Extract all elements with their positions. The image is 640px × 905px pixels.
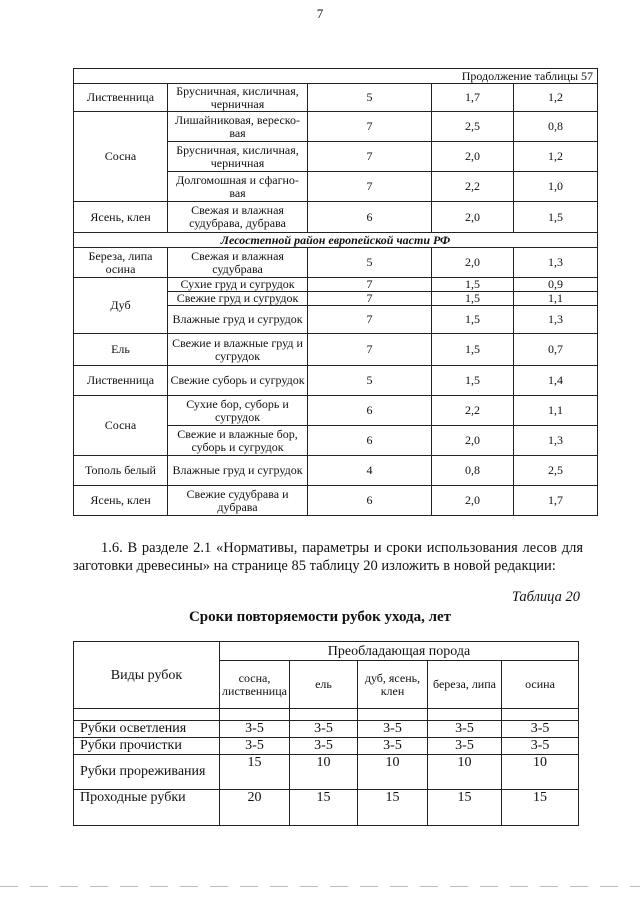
value-cell: 1,1 — [514, 292, 598, 306]
table-row — [74, 366, 598, 396]
value-cell: 2,5 — [514, 456, 598, 486]
value-cell: 0,8 — [514, 112, 598, 142]
table-row — [74, 202, 598, 233]
table-row — [74, 790, 579, 826]
species-cell: Дуб — [74, 278, 168, 334]
row-header: Рубки осветления — [74, 721, 220, 738]
value-cell: 0,8 — [432, 456, 514, 486]
species-cell: Лиственница — [74, 84, 168, 112]
table-row — [74, 334, 598, 366]
header-species: береза, липа — [428, 661, 502, 709]
value-cell: 3-5 — [358, 738, 428, 755]
forest-type-cell: Свежие суборь и сугрудок — [168, 366, 308, 396]
value-cell: 7 — [308, 334, 432, 366]
value-cell: 1,5 — [432, 306, 514, 334]
row-header: Рубки прочистки — [74, 738, 220, 755]
value-cell: 5 — [308, 366, 432, 396]
value-cell: 3-5 — [428, 721, 502, 738]
species-cell: Ясень, клен — [74, 202, 168, 233]
value-cell: 1,2 — [514, 142, 598, 172]
value-cell: 7 — [308, 112, 432, 142]
table-row — [74, 755, 579, 790]
value-cell: 10 — [428, 755, 502, 790]
value-cell: 7 — [308, 292, 432, 306]
species-cell: Сосна — [74, 396, 168, 456]
value-cell: 3-5 — [220, 721, 290, 738]
table-row — [74, 112, 598, 142]
value-cell: 6 — [308, 202, 432, 233]
value-cell: 7 — [308, 142, 432, 172]
table-title: Сроки повторяемости рубок ухода, лет — [188, 609, 452, 625]
value-cell: 4 — [308, 456, 432, 486]
species-cell: Лиственница — [74, 366, 168, 396]
forest-type-cell: Свежая и влажная судубрава — [168, 248, 308, 278]
continuation-label: Продолжение таблицы 57 — [74, 69, 598, 84]
value-cell: 20 — [220, 790, 290, 826]
forest-type-cell: Свежая и влажная судубрава, дубрава — [168, 202, 308, 233]
value-cell: 3-5 — [358, 721, 428, 738]
value-cell: 1,5 — [432, 292, 514, 306]
species-cell: Береза, липа осина — [74, 248, 168, 278]
species-cell: Ель — [74, 334, 168, 366]
row-header: Проходные рубки — [74, 790, 220, 826]
table-row — [74, 396, 598, 426]
table-row — [74, 278, 598, 292]
header-species: дуб, ясень, клен — [358, 661, 428, 709]
value-cell: 1,5 — [514, 202, 598, 233]
value-cell: 1,3 — [514, 426, 598, 456]
forest-type-cell: Сухие бор, суборь и сугрудок — [168, 396, 308, 426]
value-cell: 15 — [502, 790, 579, 826]
forest-type-cell: Брусничная, кисличная, черничная — [168, 142, 308, 172]
species-cell: Тополь белый — [74, 456, 168, 486]
value-cell: 3-5 — [428, 738, 502, 755]
value-cell: 1,5 — [432, 334, 514, 366]
value-cell: 0,9 — [514, 278, 598, 292]
species-cell: Ясень, клен — [74, 486, 168, 516]
value-cell: 15 — [428, 790, 502, 826]
value-cell: 1,1 — [514, 396, 598, 426]
forest-type-cell: Свежие груд и сугрудок — [168, 292, 308, 306]
footer-scan-line — [0, 886, 640, 887]
value-cell: 1,0 — [514, 172, 598, 202]
forest-type-cell: Свежие и влажные груд и сугрудок — [168, 334, 308, 366]
value-cell: 7 — [308, 172, 432, 202]
paragraph-text: 1.6. В разделе 2.1 «Нормативы, параметры и сроки использования лесов для заготовки древесины» на странице 85 таблицу 20 изложить в новой редакции: — [73, 540, 583, 574]
header-species: ель — [290, 661, 358, 709]
value-cell: 5 — [308, 84, 432, 112]
table-row — [74, 486, 598, 516]
value-cell: 10 — [290, 755, 358, 790]
region-heading: Лесостепной район европейской части РФ — [74, 233, 598, 248]
value-cell: 2,0 — [432, 248, 514, 278]
value-cell: 2,0 — [432, 202, 514, 233]
value-cell: 3-5 — [220, 738, 290, 755]
table-57-continuation — [73, 68, 598, 516]
value-cell: 1,3 — [514, 248, 598, 278]
value-cell: 5 — [308, 248, 432, 278]
header-species: сосна, лиственница — [220, 661, 290, 709]
forest-type-cell: Свежие судубрава и дубрава — [168, 486, 308, 516]
value-cell: 2,2 — [432, 396, 514, 426]
value-cell: 15 — [290, 790, 358, 826]
value-cell: 1,3 — [514, 306, 598, 334]
value-cell: 6 — [308, 486, 432, 516]
value-cell: 2,0 — [432, 142, 514, 172]
forest-type-cell: Долгомошная и сфагно-вая — [168, 172, 308, 202]
value-cell: 1,7 — [432, 84, 514, 112]
value-cell: 7 — [308, 278, 432, 292]
value-cell: 3-5 — [502, 738, 579, 755]
amendment-paragraph — [73, 539, 583, 575]
value-cell: 1,5 — [432, 366, 514, 396]
value-cell: 1,5 — [432, 278, 514, 292]
table-label: Таблица 20 — [511, 589, 580, 605]
value-cell: 6 — [308, 396, 432, 426]
table-row — [74, 84, 598, 112]
header-kind: Виды рубок — [74, 642, 220, 709]
value-cell: 1,2 — [514, 84, 598, 112]
forest-type-cell: Сухие груд и сугрудок — [168, 278, 308, 292]
value-cell: 7 — [308, 306, 432, 334]
value-cell: 10 — [358, 755, 428, 790]
value-cell: 3-5 — [502, 721, 579, 738]
page-number: 7 — [316, 6, 324, 21]
table-row — [74, 738, 579, 755]
forest-type-cell: Влажные груд и сугрудок — [168, 306, 308, 334]
value-cell: 15 — [220, 755, 290, 790]
table-row — [74, 721, 579, 738]
species-cell: Сосна — [74, 112, 168, 202]
table-20 — [73, 641, 579, 826]
value-cell: 1,4 — [514, 366, 598, 396]
forest-type-cell: Свежие и влажные бор, суборь и сугрудок — [168, 426, 308, 456]
value-cell: 15 — [358, 790, 428, 826]
value-cell: 1,7 — [514, 486, 598, 516]
header-species: осина — [502, 661, 579, 709]
spacer-row — [74, 709, 579, 721]
value-cell: 3-5 — [290, 738, 358, 755]
forest-type-cell: Влажные груд и сугрудок — [168, 456, 308, 486]
value-cell: 3-5 — [290, 721, 358, 738]
forest-type-cell: Брусничная, кисличная, черничная — [168, 84, 308, 112]
forest-type-cell: Лишайниковая, вереско-вая — [168, 112, 308, 142]
value-cell: 2,0 — [432, 486, 514, 516]
value-cell: 6 — [308, 426, 432, 456]
value-cell: 2,5 — [432, 112, 514, 142]
value-cell: 10 — [502, 755, 579, 790]
value-cell: 2,0 — [432, 426, 514, 456]
header-group: Преобладающая порода — [220, 642, 579, 661]
table-row — [74, 456, 598, 486]
value-cell: 0,7 — [514, 334, 598, 366]
table-row — [74, 248, 598, 278]
value-cell: 2,2 — [432, 172, 514, 202]
row-header: Рубки прореживания — [74, 755, 220, 790]
